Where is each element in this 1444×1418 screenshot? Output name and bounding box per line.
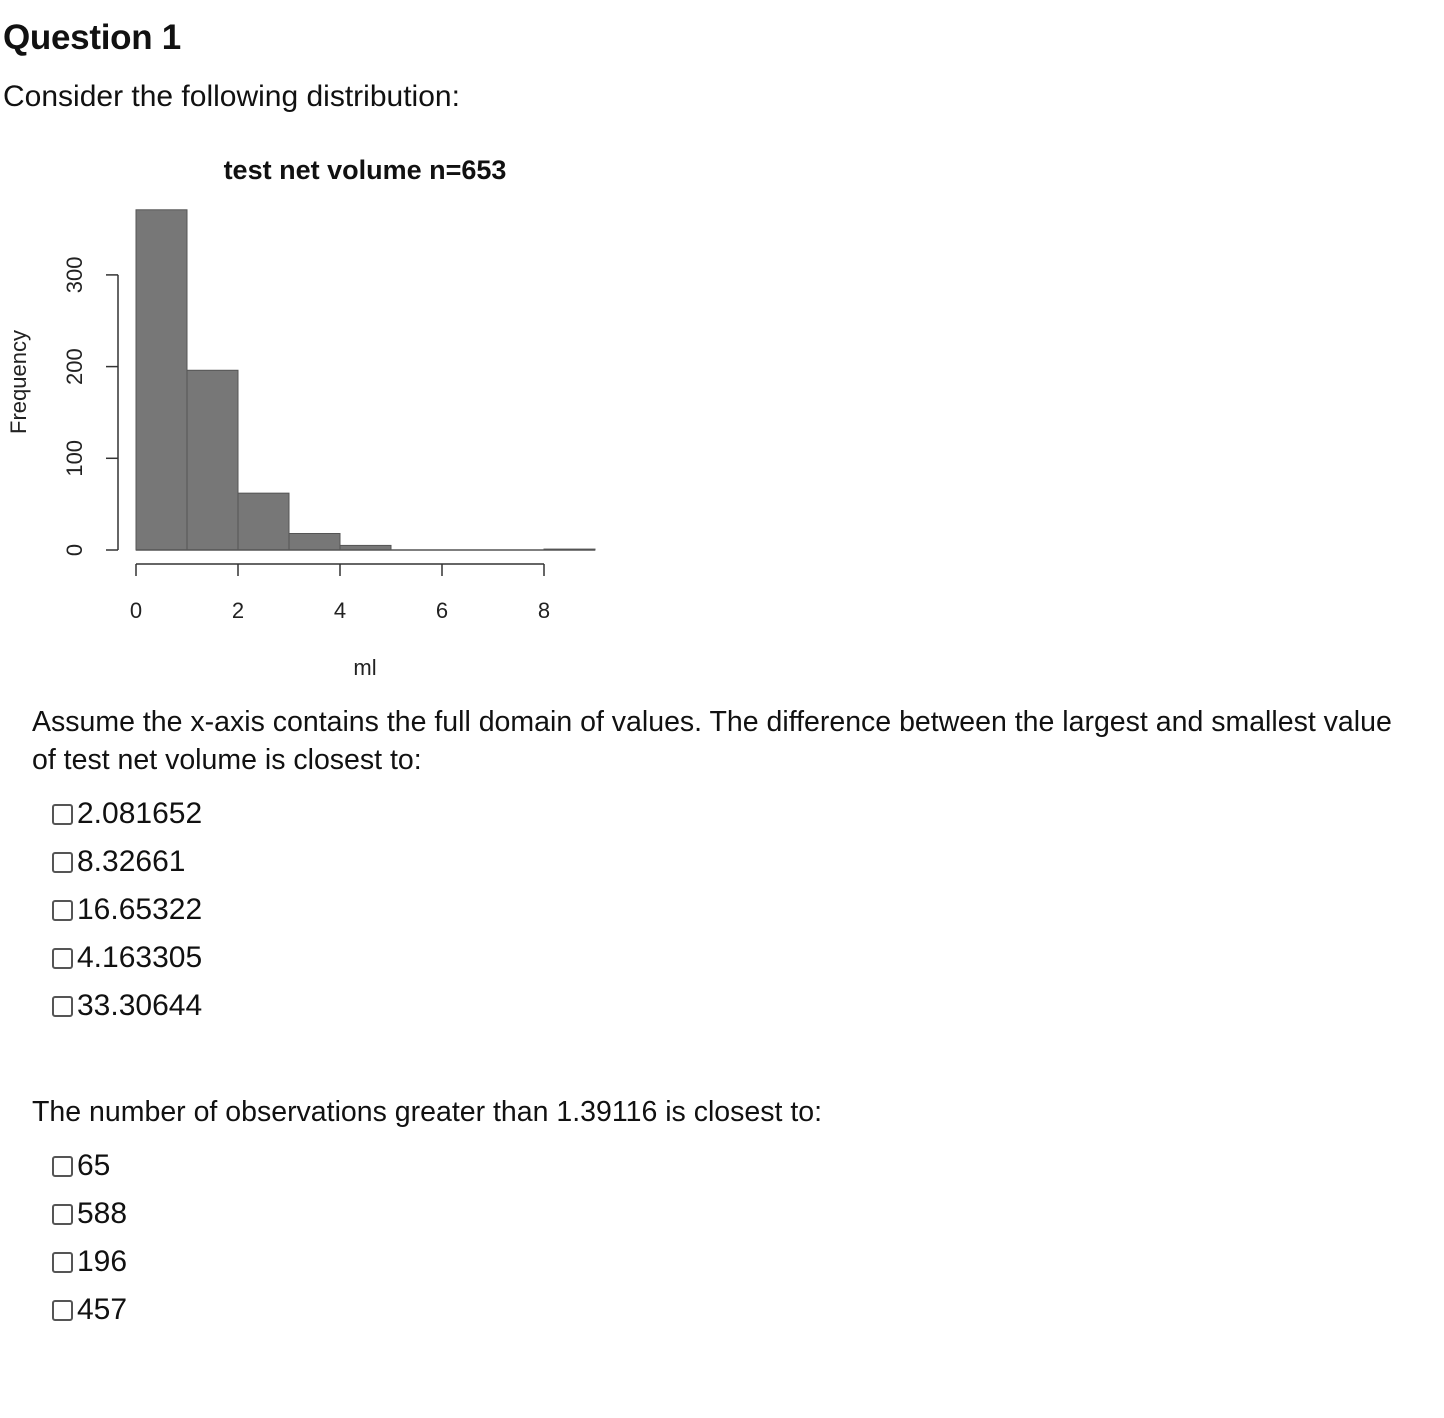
option-2-4[interactable] (52, 1286, 127, 1334)
option-label: 8.32661 (77, 845, 186, 878)
option-2-3[interactable] (52, 1238, 127, 1286)
checkbox[interactable] (52, 1252, 73, 1273)
y-tick-label: 200 (62, 348, 87, 385)
option-2-2[interactable] (52, 1190, 127, 1238)
question-title: Question 1 (3, 18, 181, 57)
option-label: 2.081652 (77, 797, 203, 830)
x-tick-label: 0 (129, 598, 143, 623)
x-tick-label: 2 (231, 598, 245, 623)
sub-question-1-options (52, 790, 202, 1030)
histogram-bar (238, 493, 289, 550)
histogram-bar (187, 370, 238, 550)
y-tick-label: 300 (62, 256, 87, 294)
option-label: 33.30644 (77, 989, 203, 1022)
histogram-svg (0, 140, 620, 700)
option-1-1[interactable] (52, 790, 202, 838)
checkbox[interactable] (52, 996, 73, 1017)
option-1-2[interactable] (52, 838, 202, 886)
checkbox[interactable] (52, 1300, 73, 1321)
checkbox[interactable] (52, 1156, 73, 1177)
y-axis-label: Frequency (6, 330, 31, 434)
y-tick-label: 100 (62, 439, 87, 477)
option-label: 16.65322 (77, 893, 203, 926)
sub-question-1-text: Assume the x-axis contains the full domain of values. The difference between the largest and smallest value of test net volume is closest to: (32, 706, 1392, 776)
option-1-5[interactable] (52, 982, 202, 1030)
question-intro: Consider the following distribution: (3, 80, 460, 113)
x-tick-label: 4 (333, 598, 347, 623)
option-label: 457 (77, 1293, 128, 1326)
option-1-3[interactable] (52, 886, 202, 934)
checkbox[interactable] (52, 852, 73, 873)
checkbox[interactable] (52, 1204, 73, 1225)
checkbox[interactable] (52, 804, 73, 825)
x-tick-label: 8 (537, 598, 551, 623)
checkbox[interactable] (52, 948, 73, 969)
histogram-bar (136, 210, 187, 550)
sub-question-2-text: The number of observations greater than 1.39116 is closest to: (32, 1096, 823, 1128)
x-tick-label: 6 (435, 598, 449, 623)
option-2-1[interactable] (52, 1142, 127, 1190)
chart-title: test net volume n=653 (223, 155, 507, 185)
option-label: 588 (77, 1197, 128, 1230)
y-tick-label: 0 (62, 543, 87, 557)
sub-question-2-options (52, 1142, 127, 1334)
histogram-chart (0, 140, 620, 700)
histogram-bar (289, 533, 340, 550)
checkbox[interactable] (52, 900, 73, 921)
x-axis-label: ml (353, 655, 377, 680)
option-label: 4.163305 (77, 941, 203, 974)
option-label: 65 (77, 1149, 111, 1182)
option-1-4[interactable] (52, 934, 202, 982)
option-label: 196 (77, 1245, 128, 1278)
